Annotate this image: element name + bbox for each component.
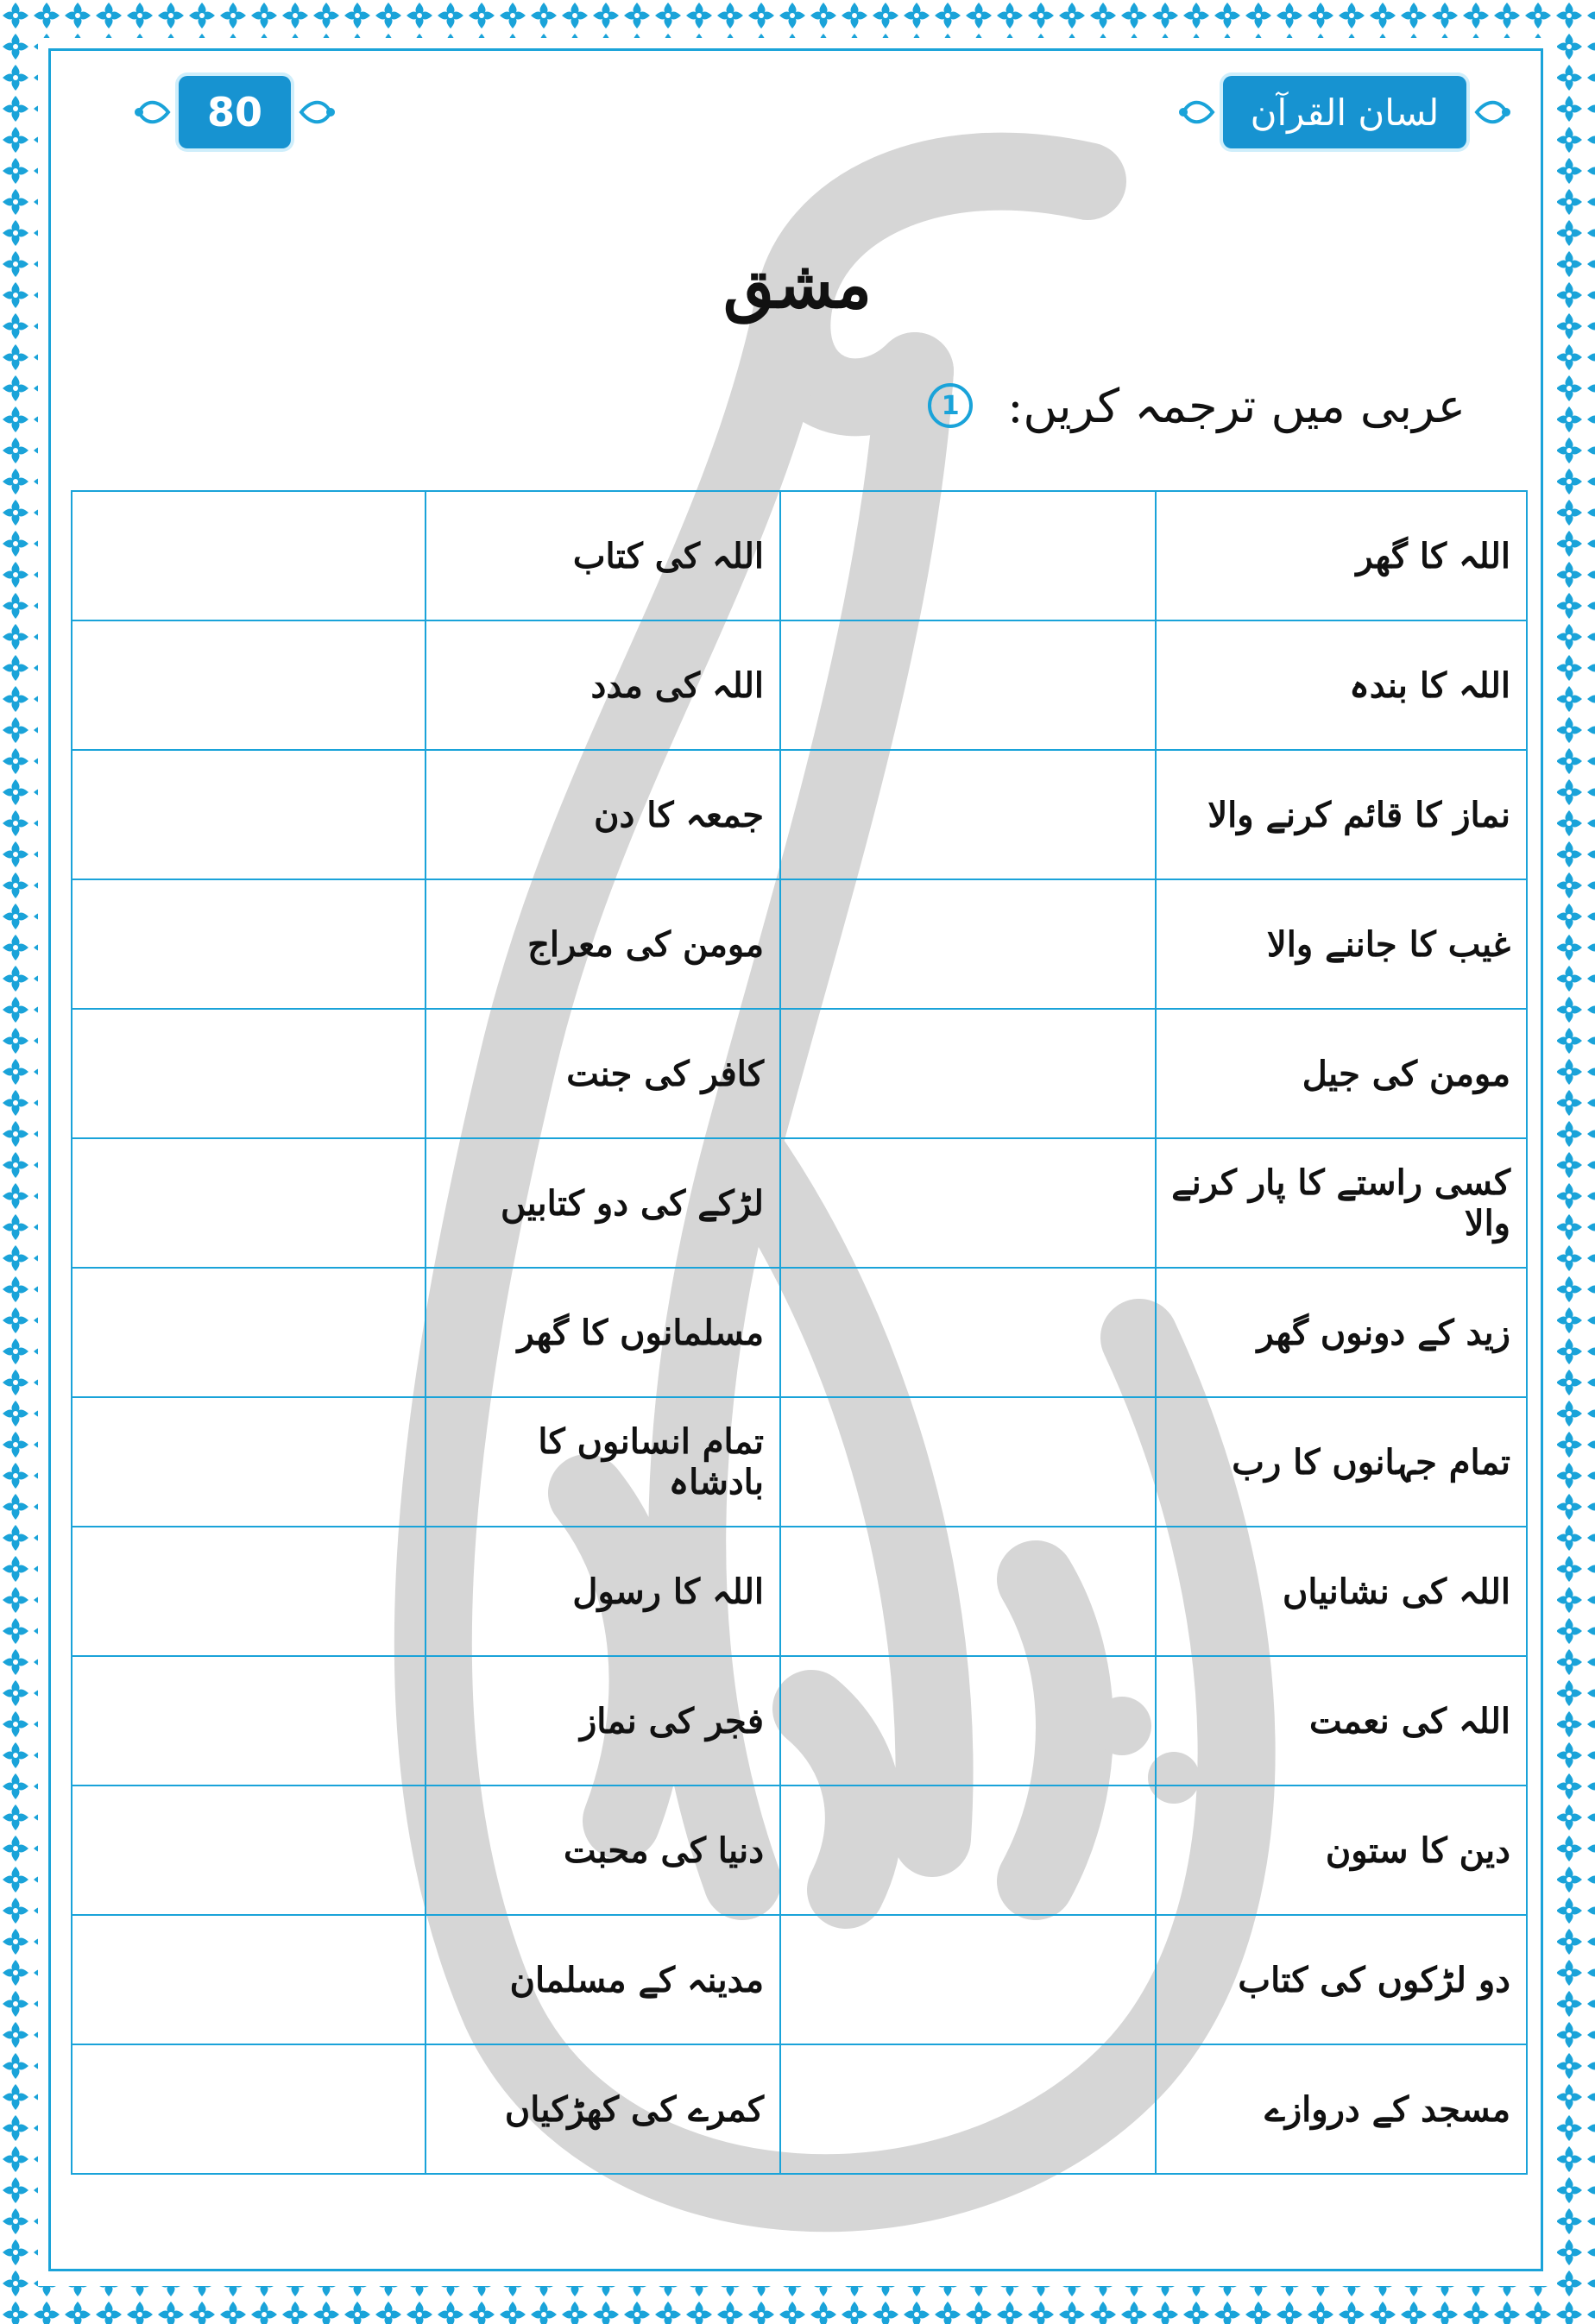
phrase-cell: مسجد کے دروازے — [1156, 2044, 1527, 2174]
answer-blank[interactable] — [72, 620, 426, 750]
table-row — [72, 1527, 1527, 1656]
phrase-cell: نماز کا قائم کرنے والا — [1156, 750, 1527, 879]
phrase-cell: دنیا کی محبت — [426, 1786, 780, 1915]
answer-blank[interactable] — [780, 1786, 1156, 1915]
phrase-cell: کسی راستے کا پار کرنے والا — [1156, 1138, 1527, 1268]
answer-blank[interactable] — [72, 1656, 426, 1786]
table-row — [72, 1786, 1527, 1915]
flourish-icon — [298, 92, 337, 132]
phrase-cell: مسلمانوں کا گھر — [426, 1268, 780, 1397]
answer-blank[interactable] — [780, 1656, 1156, 1786]
phrase-cell: دین کا ستون — [1156, 1786, 1527, 1915]
table-row — [72, 1397, 1527, 1527]
phrase-cell: غیب کا جاننے والا — [1156, 879, 1527, 1009]
table-row — [72, 620, 1527, 750]
table-row — [72, 1656, 1527, 1786]
phrase-cell: اللہ کا بندہ — [1156, 620, 1527, 750]
phrase-cell: اللہ کی نشانیاں — [1156, 1527, 1527, 1656]
answer-blank[interactable] — [72, 1009, 426, 1138]
phrase-cell: دو لڑکوں کی کتاب — [1156, 1915, 1527, 2044]
instruction — [928, 371, 1466, 440]
phrase-cell: لڑکے کی دو کتابیں — [426, 1138, 780, 1268]
table-row — [72, 1138, 1527, 1268]
answer-blank[interactable] — [780, 491, 1156, 620]
table-row — [72, 1915, 1527, 2044]
answer-blank[interactable] — [780, 1397, 1156, 1527]
book-title-badge — [1169, 69, 1520, 155]
answer-blank[interactable] — [780, 1527, 1156, 1656]
answer-blank[interactable] — [780, 1915, 1156, 2044]
answer-blank[interactable] — [72, 1786, 426, 1915]
phrase-cell: اللہ کی کتاب — [426, 491, 780, 620]
table-row — [72, 750, 1527, 879]
answer-blank[interactable] — [780, 2044, 1156, 2174]
phrase-cell: تمام جہانوں کا رب — [1156, 1397, 1527, 1527]
answer-blank[interactable] — [72, 879, 426, 1009]
answer-blank[interactable] — [72, 2044, 426, 2174]
answer-blank[interactable] — [72, 1138, 426, 1268]
phrase-cell: فجر کی نماز — [426, 1656, 780, 1786]
answer-blank[interactable] — [780, 620, 1156, 750]
phrase-cell: اللہ کا رسول — [426, 1527, 780, 1656]
answer-blank[interactable] — [72, 1268, 426, 1397]
phrase-cell: زید کے دونوں گھر — [1156, 1268, 1527, 1397]
phrase-cell: کمرے کی کھڑکیاں — [426, 2044, 780, 2174]
table-row — [72, 491, 1527, 620]
answer-blank[interactable] — [72, 750, 426, 879]
answer-blank[interactable] — [780, 1009, 1156, 1138]
page-number-badge — [125, 69, 344, 155]
answer-blank[interactable] — [780, 1138, 1156, 1268]
answer-blank[interactable] — [72, 1915, 426, 2044]
answer-blank[interactable] — [72, 1527, 426, 1656]
table-row — [72, 2044, 1527, 2174]
table-row — [72, 1268, 1527, 1397]
phrase-cell: اللہ کی نعمت — [1156, 1656, 1527, 1786]
flourish-icon — [1473, 92, 1513, 132]
instruction-text: عربی میں ترجمہ کریں: — [1007, 378, 1466, 433]
phrase-cell: اللہ کی مدد — [426, 620, 780, 750]
flourish-icon — [1176, 92, 1216, 132]
table-row — [72, 879, 1527, 1009]
phrase-cell: مومن کی جیل — [1156, 1009, 1527, 1138]
phrase-cell: مدینہ کے مسلمان — [426, 1915, 780, 2044]
phrase-cell: مومن کی معراج — [426, 879, 780, 1009]
answer-blank[interactable] — [780, 879, 1156, 1009]
flourish-icon — [132, 92, 172, 132]
book-title: لسان القرآن — [1223, 76, 1466, 148]
instruction-number: 1 — [928, 383, 973, 428]
answer-blank[interactable] — [72, 491, 426, 620]
table-row — [72, 1009, 1527, 1138]
answer-blank[interactable] — [780, 750, 1156, 879]
phrase-cell: کافر کی جنت — [426, 1009, 780, 1138]
exercise-table — [71, 490, 1528, 2175]
answer-blank[interactable] — [72, 1397, 426, 1527]
page-number: 80 — [179, 76, 291, 148]
exercise-heading: مشق — [723, 246, 872, 323]
phrase-cell: تمام انسانوں کا بادشاہ — [426, 1397, 780, 1527]
answer-blank[interactable] — [780, 1268, 1156, 1397]
phrase-cell: اللہ کا گھر — [1156, 491, 1527, 620]
phrase-cell: جمعہ کا دن — [426, 750, 780, 879]
